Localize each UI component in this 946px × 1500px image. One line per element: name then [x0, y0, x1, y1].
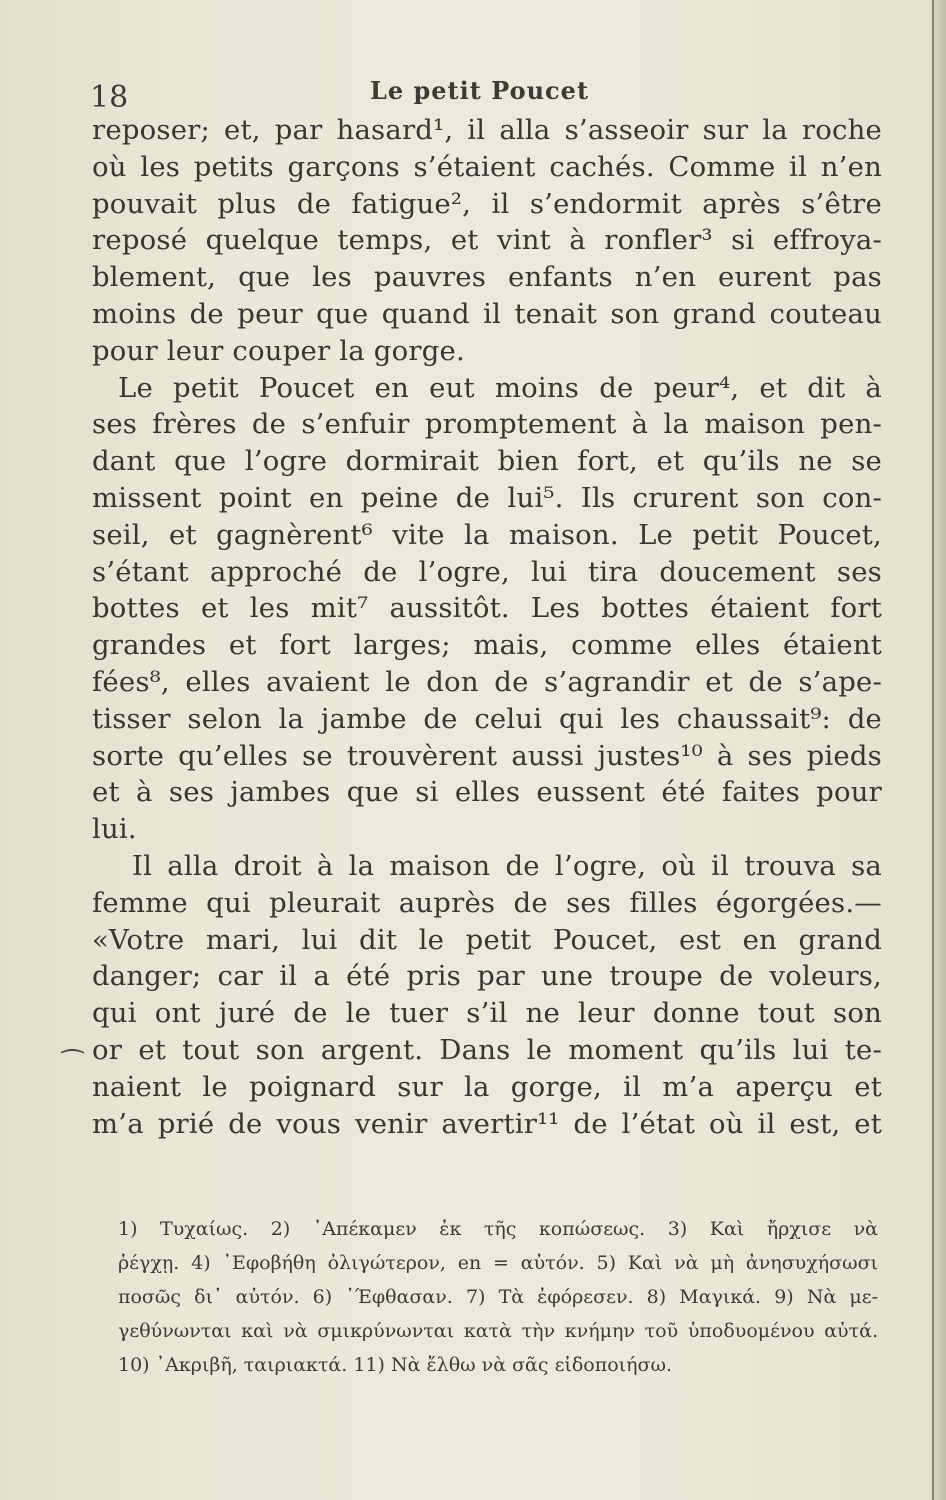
text-line: sorte qu’elles se trouvèrent aussi justes¹⁰ à ses pieds: [92, 739, 882, 772]
pencil-margin-mark: ⁔: [62, 1024, 83, 1054]
text-line: fées⁸, elles avaient le don de s’agrandir et de s’ape-: [92, 665, 882, 698]
footnote-line: 1) Τυχαίως. 2) ᾿Απέκαμεν ἐκ τῆς κοπώσεως. 3) Καὶ ἤρχισε νὰ: [118, 1218, 878, 1240]
footnote-line: ῥέγχῃ. 4) ᾿Εφοβήθη ὀλιγώτερον, en = αὐτόν. 5) Καὶ νὰ μὴ ἀνησυχήσωσι: [118, 1252, 878, 1274]
text-line: et à ses jambes que si elles eussent été faites pour: [92, 776, 882, 809]
text-line: pour leur couper la gorge.: [92, 334, 465, 367]
text-line: Le petit Poucet en eut moins de peur⁴, et dit à: [118, 371, 882, 404]
text-line: tisser selon la jambe de celui qui les chaussait⁹: de: [92, 702, 882, 735]
footnote-line: γεθύνωνται καὶ νὰ σμικρύνωνται κατὰ τὴν κνήμην τοῦ ὑποδυομένου αὐτά.: [118, 1320, 878, 1342]
page-number: 18: [90, 80, 129, 115]
text-line: lui.: [92, 813, 137, 846]
text-line: Il alla droit à la maison de l’ogre, où il trouva sa: [132, 849, 882, 882]
text-line: grandes et fort larges; mais, comme elles étaient: [92, 629, 882, 662]
text-line: «Votre mari, lui dit le petit Poucet, est en grand: [92, 923, 882, 956]
text-line: reposer; et, par hasard¹, il alla s’asseoir sur la roche: [92, 114, 882, 146]
page-header: [90, 68, 880, 118]
text-line: or et tout son argent. Dans le moment qu’ils lui te-: [92, 1033, 882, 1066]
text-line: qui ont juré de le tuer s’il ne leur donne tout son: [92, 997, 882, 1030]
text-line: seil, et gagnèrent⁶ vite la maison. Le petit Poucet,: [92, 518, 882, 551]
text-line: reposé quelque temps, et vint à ronfler³ si effroya-: [92, 224, 882, 257]
text-line: m’a prié de vous venir avertir¹¹ de l’état où il est, et: [92, 1107, 882, 1140]
text-line: où les petits garçons s’étaient cachés. Comme il n’en: [92, 150, 882, 183]
text-line: s’étant approché de l’ogre, lui tira doucement ses: [92, 555, 882, 588]
text-line: ses frères de s’enfuir promptement à la maison pen-: [92, 408, 882, 441]
text-line: dant que l’ogre dormirait bien fort, et qu’ils ne se: [92, 445, 882, 478]
page-edge-shadow: [928, 0, 946, 1500]
text-line: naient le poignard sur la gorge, il m’a aperçu et: [92, 1070, 882, 1103]
footnotes: [118, 1212, 878, 1382]
page-edge-line: [932, 0, 934, 1500]
text-line: bottes et les mit⁷ aussitôt. Les bottes étaient fort: [92, 592, 882, 625]
footnote-line: 10) ᾿Ακριβῆ, ταιριακτά. 11) Νὰ ἔλθω νὰ σᾶς εἰδοποιήσω.: [118, 1354, 672, 1376]
text-line: danger; car il a été pris par une troupe de voleurs,: [92, 960, 882, 993]
text-line: moins de peur que quand il tenait son grand couteau: [92, 297, 882, 330]
text-line: femme qui pleurait auprès de ses filles égorgées.—: [92, 886, 882, 919]
text-line: pouvait plus de fatigue², il s’endormit après s’être: [92, 187, 882, 220]
footnote-line: ποσῶς δι᾿ αὐτόν. 6) ᾿Έφθασαν. 7) Τὰ ἐφόρεσεν. 8) Μαγικά. 9) Νὰ με-: [118, 1286, 878, 1308]
text-line: blement, que les pauvres enfants n’en eurent pas: [92, 261, 882, 294]
body-text: [92, 112, 882, 1142]
text-line: missent point en peine de lui⁵. Ils crurent son con-: [92, 481, 882, 514]
running-title: Le petit Poucet: [370, 76, 590, 105]
